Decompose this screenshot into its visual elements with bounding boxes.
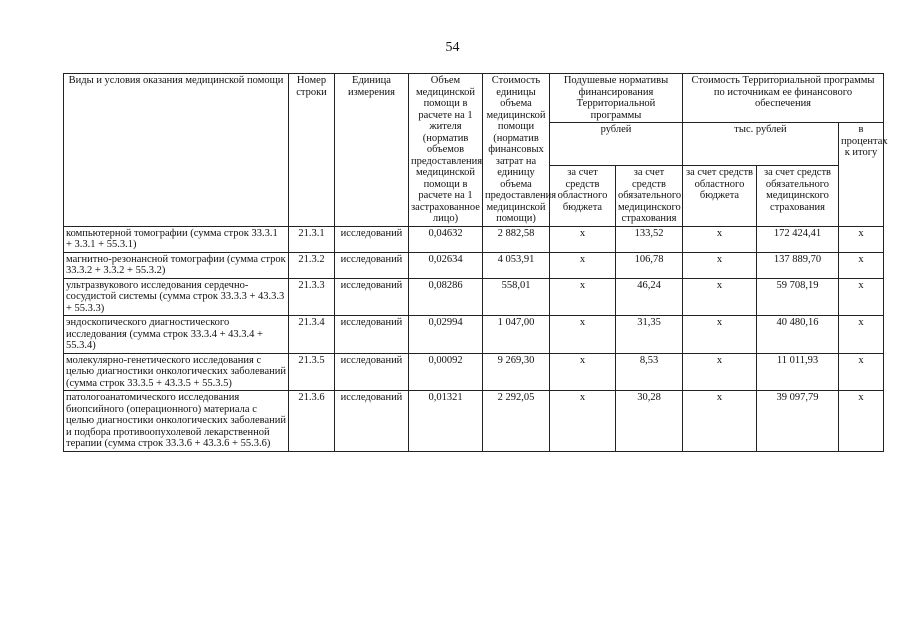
row-cost: 558,01 (483, 278, 550, 316)
row-pc-budget: х (550, 316, 616, 354)
row-volume: 0,00092 (409, 353, 483, 391)
row-tc-budget: х (683, 316, 757, 354)
row-cost: 2 292,05 (483, 391, 550, 452)
header-percent: в процентах к итогу (839, 123, 884, 227)
header-pc-oms: за счет средств обязательного медицинского страхования (616, 166, 683, 227)
row-unit: исследований (335, 278, 409, 316)
row-volume: 0,02634 (409, 252, 483, 278)
row-unit: исследований (335, 391, 409, 452)
table-row (64, 226, 884, 252)
row-code: 21.3.5 (289, 353, 335, 391)
row-tc-oms: 40 480,16 (757, 316, 839, 354)
page-number: 54 (445, 40, 460, 55)
row-tc-budget: х (683, 391, 757, 452)
row-pc-budget: х (550, 353, 616, 391)
row-pc-oms: 30,28 (616, 391, 683, 452)
row-name: эндоскопического диагностического исследования (сумма строк 33.3.4 + 43.3.4 + 55.3.4) (64, 316, 289, 354)
row-cost: 2 882,58 (483, 226, 550, 252)
row-name: молекулярно-генетического исследования с целью диагностики онкологических заболеваний (сумма строк 33.3.5 + 43.3.5 + 55.3.5) (64, 353, 289, 391)
row-tc-oms: 11 011,93 (757, 353, 839, 391)
row-unit: исследований (335, 316, 409, 354)
header-tc-budget: за счет средств областного бюджета (683, 166, 757, 227)
row-pc-oms: 31,35 (616, 316, 683, 354)
row-pc-oms: 106,78 (616, 252, 683, 278)
row-pc-oms: 133,52 (616, 226, 683, 252)
row-name: магнитно-резонансной томографии (сумма строк 33.3.2 + 3.3.2 + 55.3.2) (64, 252, 289, 278)
header-unit: Единица измерения (335, 74, 409, 227)
row-code: 21.3.1 (289, 226, 335, 252)
row-name: патологоанатомического исследования биопсийного (операционного) материала с целью диагностики онкологических заболеваний и подбора противоопухолевой лекарственной терапии (сумма строк 33.3.6 + 43.3.6 + 55.3.6) (64, 391, 289, 452)
row-tc-oms: 39 097,79 (757, 391, 839, 452)
header-cost: Стоимость единицы объема медицинской помощи (норматив финансовых затрат на единицу объема предоставления медицинской помощи) (483, 74, 550, 227)
row-tc-oms: 137 889,70 (757, 252, 839, 278)
row-volume: 0,02994 (409, 316, 483, 354)
row-tc-oms: 59 708,19 (757, 278, 839, 316)
row-percent: х (839, 353, 884, 391)
row-percent: х (839, 391, 884, 452)
row-tc-budget: х (683, 252, 757, 278)
financing-table (63, 73, 888, 452)
row-code: 21.3.3 (289, 278, 335, 316)
row-pc-budget: х (550, 226, 616, 252)
row-name: ультразвукового исследования сердечно-сосудистой системы (сумма строк 33.3.3 + 43.3.3 + 55.3.3) (64, 278, 289, 316)
row-unit: исследований (335, 252, 409, 278)
table-row (64, 316, 884, 354)
table-row (64, 391, 884, 452)
header-program-cost-unit: тыс. рублей (683, 123, 839, 166)
header-volume: Объем медицинской помощи в расчете на 1 жителя (норматив объемов предоставления медицинской помощи в расчете на 1 застрахованное лицо) (409, 74, 483, 227)
row-percent: х (839, 226, 884, 252)
row-code: 21.3.2 (289, 252, 335, 278)
row-pc-oms: 46,24 (616, 278, 683, 316)
header-program-cost: Стоимость Территориальной программы по источникам ее финансового обеспечения (683, 74, 884, 123)
row-tc-budget: х (683, 226, 757, 252)
row-code: 21.3.4 (289, 316, 335, 354)
row-tc-oms: 172 424,41 (757, 226, 839, 252)
table-row (64, 353, 884, 391)
row-pc-oms: 8,53 (616, 353, 683, 391)
table-row (64, 252, 884, 278)
row-percent: х (839, 278, 884, 316)
row-cost: 4 053,91 (483, 252, 550, 278)
row-percent: х (839, 316, 884, 354)
row-volume: 0,04632 (409, 226, 483, 252)
row-tc-budget: х (683, 353, 757, 391)
row-cost: 1 047,00 (483, 316, 550, 354)
row-pc-budget: х (550, 252, 616, 278)
header-per-capita: Подушевые нормативы финансирования Территориальной программы (550, 74, 683, 123)
row-name: компьютерной томографии (сумма строк 33.3.1 + 3.3.1 + 55.3.1) (64, 226, 289, 252)
header-name: Виды и условия оказания медицинской помощи (64, 74, 289, 227)
header-pc-budget: за счет средств областного бюджета (550, 166, 616, 227)
row-volume: 0,01321 (409, 391, 483, 452)
header-row-number: Номер строки (289, 74, 335, 227)
table-row (64, 278, 884, 316)
row-volume: 0,08286 (409, 278, 483, 316)
header-per-capita-unit: рублей (550, 123, 683, 166)
row-unit: исследований (335, 226, 409, 252)
row-percent: х (839, 252, 884, 278)
row-pc-budget: х (550, 278, 616, 316)
row-tc-budget: х (683, 278, 757, 316)
row-unit: исследований (335, 353, 409, 391)
row-cost: 9 269,30 (483, 353, 550, 391)
header-row-1 (64, 74, 884, 123)
header-tc-oms: за счет средств обязательного медицинского страхования (757, 166, 839, 227)
row-code: 21.3.6 (289, 391, 335, 452)
row-pc-budget: х (550, 391, 616, 452)
